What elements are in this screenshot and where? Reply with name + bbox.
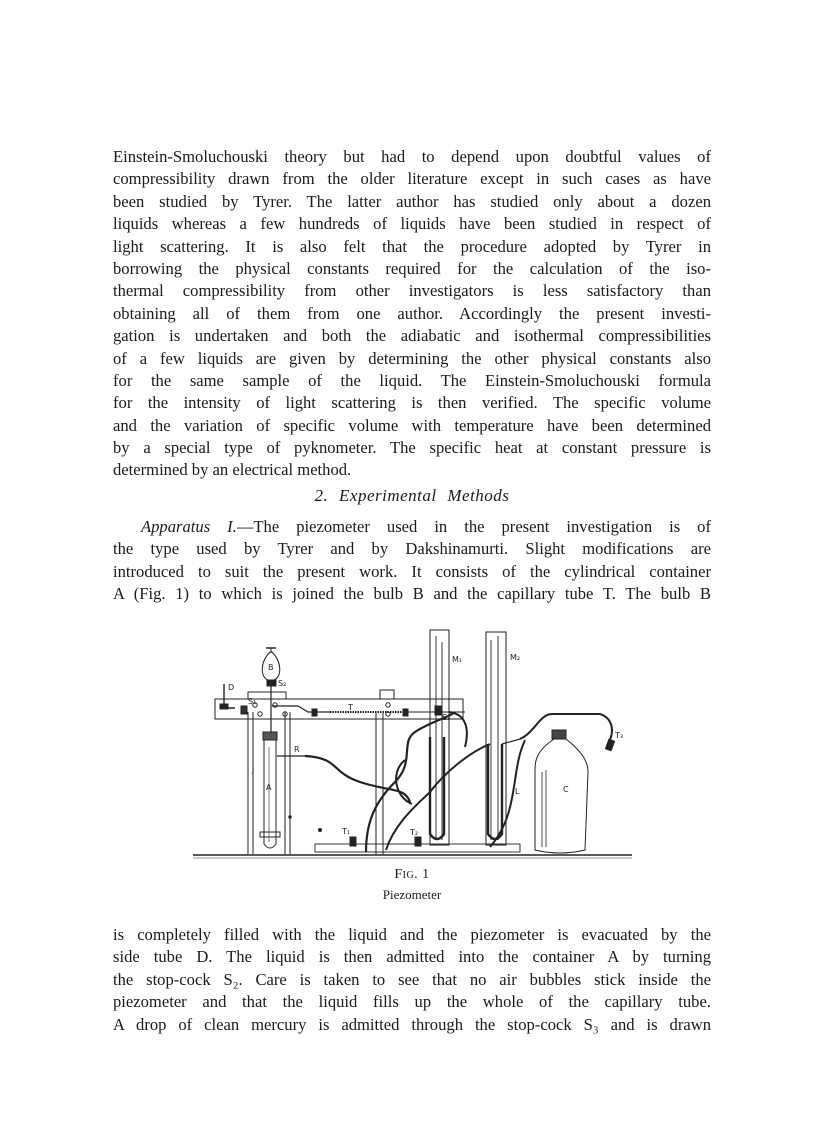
- text-line: [113, 516, 711, 538]
- label-s2: S₂: [278, 679, 287, 688]
- text-line: piezometer and that the liquid fills up the whole of the capillary tube.: [113, 992, 711, 1012]
- label-s3: S₃: [442, 713, 451, 722]
- text-line: gation is undertaken and both the adiabatic and isothermal compressibilities: [113, 326, 711, 346]
- text-line: of a few liquids are given by determining the other physical constants also: [113, 348, 711, 368]
- label-j: J: [252, 765, 255, 774]
- text-line: liquids whereas a few hundreds of liquids have been studied in respect of: [113, 214, 711, 234]
- text-line: introduced to suit the present work. It consists of the cylindrical container: [113, 561, 711, 581]
- label-b: B: [268, 663, 274, 672]
- text-line: light scattering. It is also felt that the procedure adopted by Tyrer in: [113, 236, 711, 256]
- text-line: thermal compressibility from other investigators is less satisfactory than: [113, 281, 711, 301]
- figure-piezometer: [190, 622, 635, 862]
- label-m1: M₁: [452, 655, 463, 664]
- label-m2: M₂: [510, 653, 521, 662]
- text-line: obtaining all of them from one author. Accordingly the present investi-: [113, 303, 711, 323]
- paragraph-intro: [113, 146, 711, 482]
- label-t3: T₃: [615, 731, 624, 740]
- text-line: for the same sample of the liquid. The Einstein-Smoluchouski formula: [113, 370, 711, 390]
- figure-label: Fig. 1: [394, 867, 430, 882]
- section-heading: 2. Experimental Methods: [314, 486, 510, 505]
- label-a: A: [266, 783, 272, 792]
- text-line: the type used by Tyrer and by Dakshinamurti. Slight modifications are: [113, 539, 711, 559]
- label-t2: T₂: [410, 828, 419, 837]
- text-line: and the variation of specific volume with temperature have been determined: [113, 415, 711, 435]
- text-line: compressibility drawn from the older literature except in such cases as have: [113, 169, 711, 189]
- label-t1: T₁: [342, 827, 351, 836]
- text-line: determined by an electrical method.: [113, 460, 352, 480]
- text-line: A drop of clean mercury is admitted through the stop-cock S₃ and is drawn: [113, 1014, 711, 1034]
- label-d: D: [228, 683, 235, 692]
- label-r: R: [294, 745, 300, 754]
- text-run: —The piezometer used in the present investigation is of: [236, 517, 712, 536]
- text-line: the stop-cock S₂. Care is taken to see that no air bubbles stick inside the: [113, 969, 711, 989]
- label-c: C: [563, 785, 569, 794]
- text-line: for the intensity of light scattering is then verified. The specific volume: [113, 393, 711, 413]
- text-line: is completely filled with the liquid and the piezometer is evacuated by the: [113, 925, 711, 944]
- paragraph-apparatus: [113, 516, 711, 606]
- paragraph-procedure: [113, 924, 711, 1036]
- label-t: T: [348, 703, 353, 712]
- text-line: by a special type of pyknometer. The specific heat at constant pressure is: [113, 438, 711, 458]
- text-line: A (Fig. 1) to which is joined the bulb B and the capillary tube T. The bulb B: [113, 584, 711, 604]
- label-s1: S₁: [248, 697, 257, 706]
- run-in-heading: Apparatus I.: [141, 517, 237, 536]
- label-l: L: [515, 787, 520, 796]
- text-line: Einstein-Smoluchouski theory but had to depend upon doubtful values of: [113, 147, 711, 166]
- text-line: side tube D. The liquid is then admitted into the container A by turning: [113, 947, 711, 967]
- text-line: borrowing the physical constants required for the calculation of the iso-: [113, 258, 711, 278]
- text-line: been studied by Tyrer. The latter author has studied only about a dozen: [113, 191, 711, 211]
- figure-caption: Piezometer: [382, 887, 442, 902]
- piezometer-diagram: [190, 622, 635, 862]
